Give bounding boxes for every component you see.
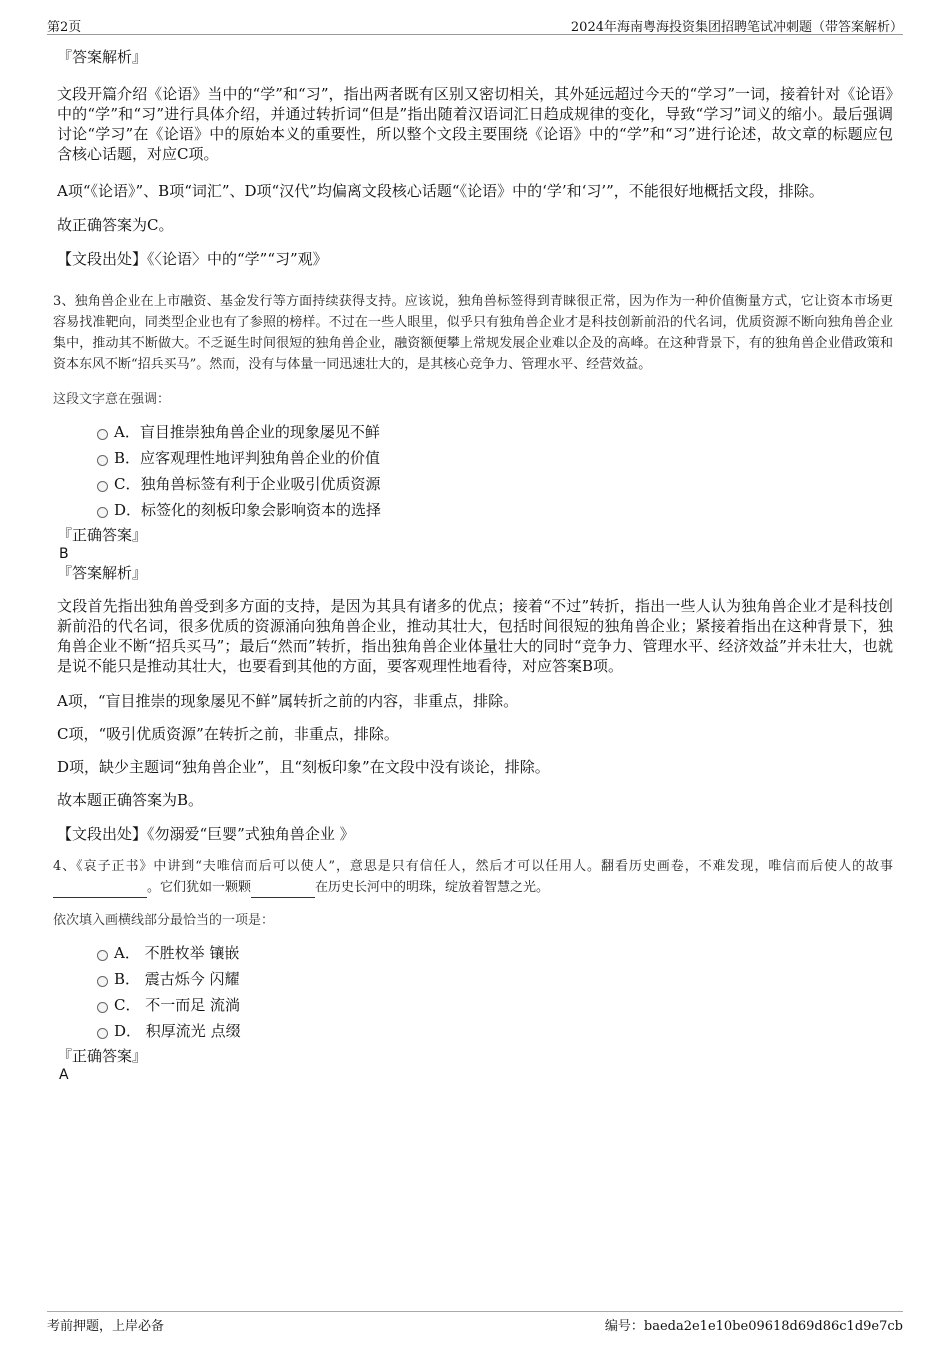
analysis-paragraph: A项，“盲目推崇的现象屡见不鲜”属转折之前的内容，非重点，排除。	[57, 692, 519, 710]
option-label: C．独角兽标签有利于企业吸引优质资源	[114, 475, 381, 493]
question-3-options	[57, 421, 893, 525]
analysis-conclusion: 故正确答案为C。	[57, 216, 174, 234]
page-footer	[47, 1311, 903, 1334]
radio-icon[interactable]	[97, 429, 108, 440]
radio-icon[interactable]	[97, 507, 108, 518]
option-a[interactable]	[57, 942, 893, 968]
analysis-conclusion: 故本题正确答案为B。	[57, 791, 204, 809]
analysis-paragraph: 文段首先指出独角兽受到多方面的支持，是因为其具有诸多的优点；接着“不过”转折，指出一些人认为独角兽企业才是科技创新前沿的代名词，很多优质的资源涌向独角兽企业，推动其壮大，包括时间很短的独角兽企业；紧接着指出在这种背景下，独角兽企业不断“招兵买马”；最后“然而”转折，指出独角兽企业体量壮大的同时“竞争力、管理水平、经济效益”并未壮大，也就是说不能只是推动其壮大，也要看到其他的方面，要客观理性地看待，对应答案B项。	[57, 597, 893, 675]
radio-icon[interactable]	[97, 976, 108, 987]
correct-answer-label: 『正确答案』	[57, 526, 148, 544]
question-3-prompt: 这段文字意在强调：	[53, 392, 171, 407]
option-a[interactable]	[57, 421, 893, 447]
question-3-text: 3、独角兽企业在上市融资、基金发行等方面持续获得支持。应该说，独角兽标签得到青睐很正常，因为作为一种价值衡量方式，它让资本市场更容易找准靶向，同类型企业也有了参照的榜样。不过在一些人眼里，似乎只有独角兽企业才是科技创新前沿的代名词，优质资源不断向独角兽企业集中，推动其不断做大。不乏诞生时间很短的独角兽企业，融资额便攀上常规发展企业难以企及的高峰。在这种背景下，有的独角兽企业借政策和资本东风不断“招兵买马”。然而，没有与体量一同迅速壮大的，是其核心竞争力、管理水平、经营效益。	[53, 294, 893, 372]
source-citation: 【文段出处】《〈论语〉中的“学”“习”观》	[57, 250, 328, 268]
question-4-text	[53, 856, 893, 898]
radio-icon[interactable]	[97, 950, 108, 961]
option-c[interactable]	[57, 994, 893, 1020]
correct-answer: B	[59, 546, 69, 562]
radio-icon[interactable]	[97, 481, 108, 492]
radio-icon[interactable]	[97, 455, 108, 466]
option-label: C． 不一而足 流淌	[114, 996, 241, 1014]
option-label: A． 不胜枚举 镶嵌	[114, 944, 240, 962]
analysis-paragraph: D项，缺少主题词“独角兽企业”，且“刻板印象”在文段中没有谈论，排除。	[57, 758, 550, 776]
option-label: A．盲目推崇独角兽企业的现象屡见不鲜	[114, 423, 380, 441]
question-4-text-part2: 。它们犹如一颗颗	[147, 880, 252, 895]
option-d[interactable]	[57, 1020, 893, 1046]
radio-icon[interactable]	[97, 1002, 108, 1013]
analysis-label: 『答案解析』	[57, 564, 148, 582]
source-citation: 【文段出处】《勿溺爱“巨婴”式独角兽企业 》	[57, 825, 355, 843]
page-header	[47, 14, 903, 35]
option-label: D． 积厚流光 点缀	[114, 1022, 241, 1040]
question-4-prompt: 依次填入画横线部分最恰当的一项是：	[53, 913, 275, 928]
document-title: 2024年海南粤海投资集团招聘笔试冲刺题（带答案解析）	[570, 20, 903, 35]
option-d[interactable]	[57, 499, 893, 525]
analysis-paragraph: A项“《论语》”、B项“词汇”、D项“汉代”均偏离文段核心话题“《论语》中的‘学’和‘习’”，不能很好地概括文段，排除。	[57, 182, 824, 200]
analysis-paragraph: C项，“吸引优质资源”在转折之前，非重点，排除。	[57, 725, 399, 743]
question-4-options	[57, 942, 893, 1046]
document-code: 编号：baeda2e1e10be09618d69d86c1d9e7cb	[604, 1319, 903, 1334]
fill-blank-1	[53, 882, 147, 898]
footer-slogan: 考前押题，上岸必备	[47, 1319, 165, 1334]
option-c[interactable]	[57, 473, 893, 499]
option-b[interactable]	[57, 968, 893, 994]
option-label: B． 震古烁今 闪耀	[114, 970, 240, 988]
question-4-text-part1: 4、《哀子正书》中讲到“夫唯信而后可以使人”，意思是只有信任人，然后才可以任用人。翻看历史画卷，不难发现，唯信而后使人的故事	[53, 859, 893, 874]
correct-answer: A	[59, 1067, 69, 1083]
radio-icon[interactable]	[97, 1028, 108, 1039]
analysis-paragraph: 文段开篇介绍《论语》当中的“学”和“习”，指出两者既有区别又密切相关，其外延远超过今天的“学习”一词，接着针对《论语》中的“学”和“习”进行具体介绍，并通过转折词“但是”指出随着汉语词汇日趋成规律的变化，导致“学习”词义的缩小。最后强调讨论“学习”在《论语》中的原始本义的重要性，所以整个文段主要围绕《论语》中的“学”和“习”进行论述，故文章的标题应包含核心话题，对应C项。	[57, 85, 893, 163]
option-label: B．应客观理性地评判独角兽企业的价值	[114, 449, 381, 467]
fill-blank-2	[251, 882, 315, 898]
option-b[interactable]	[57, 447, 893, 473]
correct-answer-label: 『正确答案』	[57, 1047, 148, 1065]
analysis-label: 『答案解析』	[57, 48, 148, 66]
question-4-text-part3: 在历史长河中的明珠，绽放着智慧之光。	[315, 880, 550, 895]
page-number: 第2页	[47, 20, 82, 35]
option-label: D．标签化的刻板印象会影响资本的选择	[114, 501, 382, 519]
page-content	[53, 44, 893, 1084]
